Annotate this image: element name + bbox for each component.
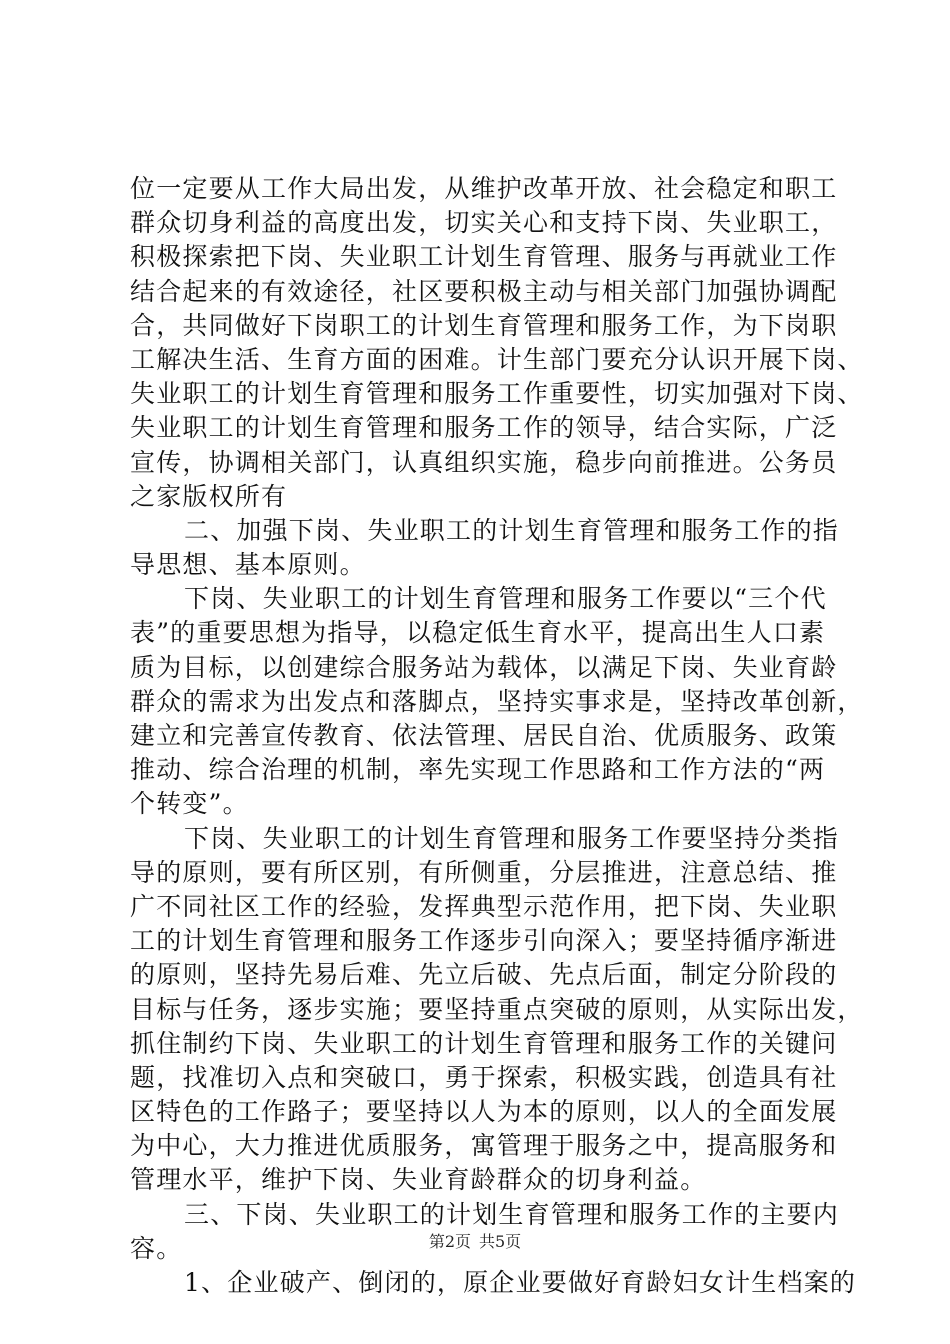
- text-line: 广不同社区工作的经验，发挥典型示范作用，把下岗、失业职: [130, 891, 838, 921]
- text-line: 管理水平，维护下岗、失业育龄群众的切身利益。: [130, 1165, 707, 1195]
- text-line: 题，找准切入点和突破口，勇于探索，积极实践，创造具有社: [130, 1062, 838, 1092]
- text-line: 群众切身利益的高度出发，切实关心和支持下岗、失业职工，: [130, 208, 838, 238]
- paragraph-start: 下岗、失业职工的计划生育管理和服务工作要以“三个代: [184, 584, 827, 614]
- text-line: 建立和完善宣传教育、依法管理、居民自治、优质服务、政策: [130, 721, 838, 750]
- text-line: 目标与任务，逐步实施；要坚持重点突破的原则，从实际出发，: [130, 994, 864, 1024]
- text-line: 工的计划生育管理和服务工作逐步引向深入；要坚持循序渐进: [130, 926, 838, 956]
- text-line: 失业职工的计划生育管理和服务工作的领导，结合实际，广泛: [130, 413, 838, 443]
- text-line: 质为目标，以创建综合服务站为载体，以满足下岗、失业育龄: [130, 652, 838, 682]
- document-body: [130, 172, 864, 1300]
- text-line: 个转变”。: [130, 789, 249, 819]
- paragraph-start: 下岗、失业职工的计划生育管理和服务工作要坚持分类指: [184, 823, 840, 853]
- text-line: 合，共同做好下岗职工的计划生育管理和服务工作，为下岗职: [130, 310, 838, 340]
- text-line: 表”的重要思想为指导，以稳定低生育水平，提高出生人口素: [130, 618, 826, 648]
- text-line: 位一定要从工作大局出发，从维护改革开放、社会稳定和职工: [130, 174, 838, 203]
- text-line: 导的原则，要有所区别，有所侧重，分层推进，注意总结、推: [130, 857, 838, 887]
- section-heading: 二、加强下岗、失业职工的计划生育管理和服务工作的指: [184, 515, 840, 545]
- text-line: 区特色的工作路子；要坚持以人为本的原则，以人的全面发展: [130, 1097, 838, 1127]
- page-footer: [0, 1232, 950, 1252]
- text-line: 失业职工的计划生育管理和服务工作重要性，切实加强对下岗、: [130, 379, 864, 409]
- text-line: 容。: [130, 1233, 183, 1263]
- page-total: 共5页: [479, 1232, 522, 1251]
- page-number: 第2页: [428, 1232, 471, 1251]
- text-line: 为中心，大力推进优质服务，寓管理于服务之中，提高服务和: [130, 1131, 838, 1161]
- text-line: 导思想、基本原则。: [130, 550, 366, 580]
- list-item-start: 1、企业破产、倒闭的，原企业要做好育龄妇女计生档案的: [184, 1268, 857, 1297]
- text-line: 推动、综合治理的机制，率先实现工作思路和工作方法的“两: [130, 755, 826, 785]
- text-line: 的原则，坚持先易后难、先立后破、先点后面，制定分阶段的: [130, 960, 838, 990]
- text-line: 积极探索把下岗、失业职工计划生育管理、服务与再就业工作: [130, 242, 838, 272]
- text-line: 结合起来的有效途径，社区要积极主动与相关部门加强协调配: [130, 276, 838, 306]
- text-line: 抓住制约下岗、失业职工的计划生育管理和服务工作的关键问: [130, 1028, 838, 1058]
- text-line: 工解决生活、生育方面的困难。计生部门要充分认识开展下岗、: [130, 344, 864, 374]
- text-line: 之家版权所有: [130, 481, 288, 511]
- text-line: 宣传，协调相关部门，认真组织实施，稳步向前推进。公务员: [130, 447, 838, 477]
- section-heading: 三、下岗、失业职工的计划生育管理和服务工作的主要内: [184, 1199, 840, 1229]
- text-line: 群众的需求为出发点和落脚点，坚持实事求是，坚持改革创新，: [130, 686, 864, 716]
